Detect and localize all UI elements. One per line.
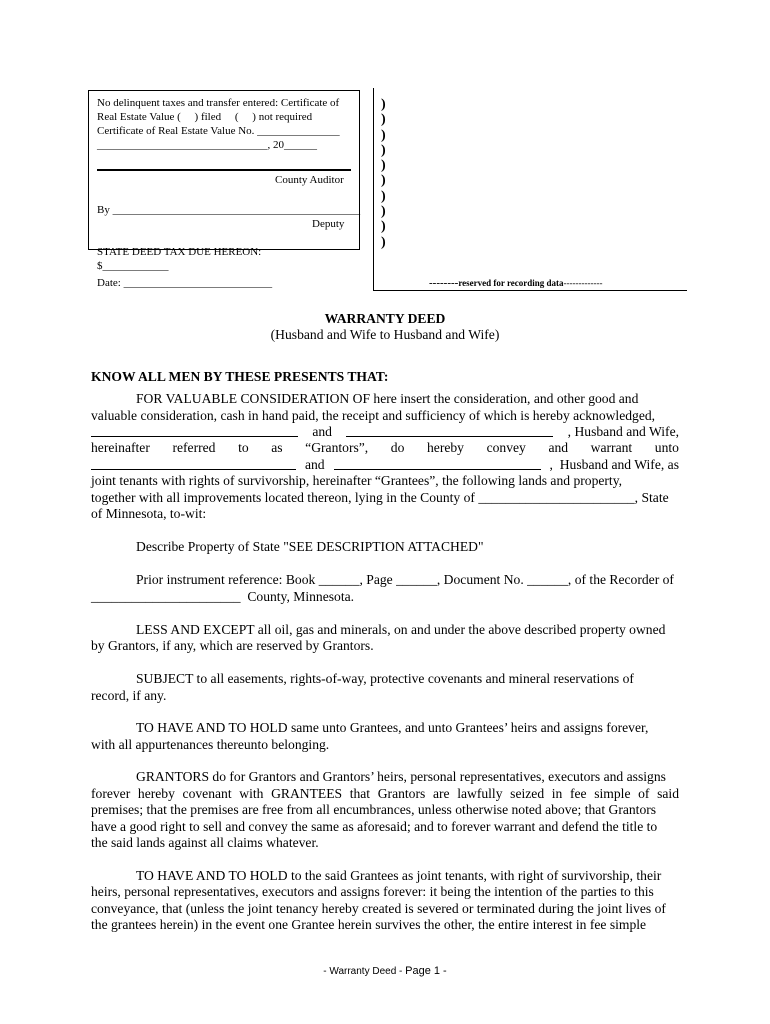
grantee-names-line: [91, 457, 679, 473]
survivorship-line-3: conveyance, that (unless the joint tenancy hereby created is severed or terminated during the joint lives of: [91, 901, 666, 916]
consideration-line-7: together with all improvements located thereon, lying in the County of _______________________, State: [91, 490, 669, 505]
recording-bottom-rule: [373, 290, 687, 291]
covenant-line-1: GRANTORS do for Grantors and Grantors’ heirs, personal representatives, executors and assigns: [136, 769, 666, 784]
document-subtitle: (Husband and Wife to Husband and Wife): [270, 327, 500, 342]
covenant-word: in: [551, 786, 563, 801]
footer-doc-name: - Warranty Deed -: [323, 966, 406, 977]
prior-instrument-line-1: Prior instrument reference: Book ______, Page ______, Document No. ______, of the Recorder of: [136, 572, 674, 587]
and-word: and: [312, 424, 332, 439]
habendum-line-2: with all appurtenances thereunto belonging.: [91, 737, 330, 752]
deed-tax-amount: $____________: [97, 260, 169, 272]
hereinafter-word: convey: [486, 440, 526, 455]
certificate-line-4: _______________________________, 20______: [97, 139, 317, 151]
husband-wife-as-text: , Husband and Wife, as: [549, 457, 679, 472]
survivorship-line-2: heirs, personal representatives, executors and assigns forever: it being the intention of the parties to this: [91, 884, 654, 899]
deputy-label: Deputy: [312, 218, 345, 230]
parentheses-column: ) ) ) ) ) ) ) ) ) ): [381, 97, 386, 250]
hereinafter-word: and: [548, 440, 569, 455]
covenant-word: seized: [510, 786, 545, 801]
recording-divider: [373, 88, 374, 290]
consideration-line-8: of Minnesota, to-wit:: [91, 506, 207, 521]
covenant-line-2: [91, 786, 679, 802]
survivorship-line-4: the grantees herein) in the event one Grantee herein survives the other, the entire interest in fee simple: [91, 917, 647, 932]
recording-dashes-right: -------------: [563, 278, 603, 288]
deed-tax-label: STATE DEED TAX DUE HEREON:: [97, 246, 262, 258]
covenant-word: are: [432, 786, 450, 801]
page-footer: [0, 965, 770, 977]
covenant-word: lawfully: [457, 786, 503, 801]
hereinafter-word: “Grantors”,: [305, 440, 369, 455]
covenant-word: that: [349, 786, 371, 801]
footer-page-number: Page 1 -: [405, 965, 447, 977]
habendum-line-1: TO HAVE AND TO HOLD same unto Grantees, and unto Grantees’ heirs and assigns forever,: [136, 720, 649, 735]
less-except-line-2: by Grantors, if any, which are reserved by Grantors.: [91, 638, 374, 653]
grantor-names-line: [91, 424, 679, 440]
grantee-1-blank: [91, 457, 296, 470]
certificate-line-1: No delinquent taxes and transfer entered: Certificate of: [97, 97, 340, 109]
covenant-word: Grantors: [377, 786, 426, 801]
know-all-men-heading: KNOW ALL MEN BY THESE PRESENTS THAT:: [91, 369, 389, 384]
grantor-1-blank: [91, 424, 298, 437]
covenant-word: said: [657, 786, 679, 801]
hereinafter-word: referred: [172, 440, 216, 455]
document-title: WARRANTY DEED: [324, 311, 446, 326]
husband-wife-text: , Husband and Wife,: [567, 424, 679, 439]
prior-instrument-line-2: ______________________ County, Minnesota.: [91, 589, 355, 604]
certificate-line-2: Real Estate Value ( ) filed ( ) not required: [97, 111, 313, 123]
describe-property-line: Describe Property of State "SEE DESCRIPTION ATTACHED": [136, 539, 484, 554]
covenant-word: simple: [594, 786, 631, 801]
covenant-word: with: [239, 786, 264, 801]
consideration-line-6: joint tenants with rights of survivorship, hereinafter “Grantees”, the following lands and property,: [91, 473, 623, 488]
grantor-2-blank: [346, 424, 553, 437]
auditor-signature-line: [97, 169, 351, 171]
recording-text: reserved for recording data: [458, 278, 564, 288]
grantee-2-blank: [334, 457, 541, 470]
consideration-text-1: FOR VALUABLE CONSIDERATION OF here insert the consideration, and other good and: [136, 391, 639, 406]
hereinafter-line: [91, 440, 679, 456]
covenant-word: GRANTEES: [271, 786, 343, 801]
hereinafter-word: hereinafter: [91, 440, 150, 455]
subject-line-2: record, if any.: [91, 688, 167, 703]
hereinafter-word: hereby: [426, 440, 464, 455]
recording-dashes-left: --------: [429, 277, 459, 289]
hereinafter-word: to: [238, 440, 249, 455]
certificate-line-3: Certificate of Real Estate Value No. _______________: [97, 125, 340, 137]
covenant-word: hereby: [137, 786, 175, 801]
less-except-line-1: LESS AND EXCEPT all oil, gas and minerals, on and under the above described property owned: [136, 622, 666, 637]
hereinafter-word: as: [271, 440, 283, 455]
consideration-line-1: [136, 391, 679, 407]
consideration-line-2: valuable consideration, cash in hand paid, the receipt and sufficiency of which is hereby acknowledged,: [91, 408, 656, 423]
subject-line-1: SUBJECT to all easements, rights-of-way, protective covenants and mineral reservations of: [136, 671, 634, 686]
covenant-word: covenant: [182, 786, 232, 801]
hereinafter-word: do: [390, 440, 405, 455]
and-word-2: and: [304, 457, 325, 472]
hereinafter-word: unto: [654, 440, 679, 455]
recording-area-label: [429, 277, 603, 289]
covenant-line-3: premises; that the premises are free from all encumbrances, unless otherwise noted above; that Grantors: [91, 802, 657, 817]
covenant-line-4: have a good right to sell and convey the same as aforesaid; and to forever warrant and defend the title to: [91, 819, 658, 834]
survivorship-line-1: TO HAVE AND TO HOLD to the said Grantees as joint tenants, with right of survivorship, their: [136, 868, 662, 883]
county-auditor-label: County Auditor: [275, 174, 344, 186]
covenant-line-5: the said lands against all claims whatever.: [91, 835, 319, 850]
covenant-word: of: [638, 786, 650, 801]
tax-date-line: Date: ___________________________: [97, 277, 273, 289]
by-line: By _____________________________________________: [97, 204, 361, 216]
covenant-word: fee: [569, 786, 587, 801]
covenant-word: forever: [91, 786, 131, 801]
hereinafter-word: warrant: [590, 440, 633, 455]
